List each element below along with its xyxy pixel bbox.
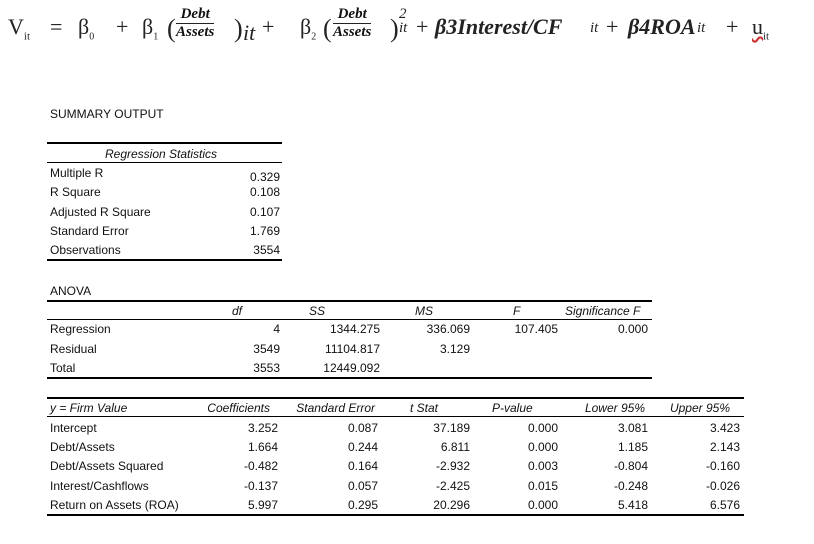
coef-upper-95: 3.423: [709, 421, 740, 435]
anova-significance: 0.000: [617, 322, 648, 336]
coef-t-stat: 20.296: [433, 498, 470, 512]
table-rule: [47, 377, 652, 379]
table-rule: [47, 300, 652, 302]
table-rule: [47, 416, 744, 417]
stat-value: 0.107: [249, 205, 280, 219]
anova-header-significance: Significance F: [565, 304, 641, 318]
eq-it: it: [243, 20, 256, 45]
anova-header-ms: MS: [415, 304, 433, 318]
anova-header-f: F: [513, 304, 521, 318]
coef-row-label: Interest/Cashflows: [50, 479, 149, 493]
coef-header-coefficients: Coefficients: [207, 401, 270, 415]
anova-df: 3549: [253, 342, 280, 356]
stat-label: Adjusted R Square: [50, 205, 151, 219]
coef-lower-95: -0.804: [613, 459, 648, 473]
stat-label: Standard Error: [50, 224, 129, 238]
anova-header-df: df: [231, 304, 242, 318]
regression-statistics-header: Regression Statistics: [105, 147, 218, 161]
coef-header-lower-95: Lower 95%: [584, 401, 645, 415]
coef-p-value: 0.015: [527, 479, 558, 493]
eq-plus: +: [606, 14, 619, 39]
coef-std-error: 0.295: [347, 498, 378, 512]
anova-ss: 11104.817: [325, 342, 380, 356]
table-rule: [47, 514, 744, 516]
eq-fraction-debt-assets-squared: Debt Assets: [333, 6, 372, 40]
anova-f: 107.405: [514, 322, 558, 336]
eq-it: it: [399, 20, 408, 36]
table-rule: [47, 142, 282, 144]
coef-upper-95: 2.143: [709, 440, 740, 454]
anova-title: ANOVA: [50, 284, 92, 298]
anova-ms: 3.129: [439, 342, 470, 356]
coef-lower-95: -0.248: [613, 479, 648, 493]
anova-row-label: Total: [50, 361, 76, 375]
eq-interest-term: β3Interest/CF: [435, 14, 563, 39]
summary-title: SUMMARY OUTPUT: [50, 107, 164, 121]
eq-fraction-debt-assets: Debt Assets: [176, 6, 215, 40]
eq-beta2: $\beta_2$: [300, 14, 317, 43]
coef-lower-95: 1.185: [617, 440, 648, 454]
table-rule: [47, 162, 282, 163]
eq-equals: =: [50, 14, 63, 39]
coef-t-stat: -2.932: [435, 459, 470, 473]
anova-ss: 12449.092: [323, 361, 380, 375]
coef-header-p-value: P-value: [492, 401, 533, 415]
eq-square: 2: [399, 6, 407, 22]
coef-row-label: Debt/Assets: [50, 440, 115, 454]
coef-header-label: y = Firm Value: [50, 401, 128, 415]
coef-lower-95: 5.418: [617, 498, 648, 512]
stat-label: R Square: [50, 185, 101, 199]
stat-value: 0.329: [249, 170, 280, 184]
coef-p-value: 0.000: [527, 421, 558, 435]
coef-upper-95: 6.576: [709, 498, 740, 512]
anova-row-label: Residual: [50, 342, 97, 356]
anova-row-label: Regression: [50, 322, 111, 336]
coef-t-stat: 6.811: [440, 440, 470, 454]
coef-value: 1.664: [247, 440, 278, 454]
table-rule: [47, 259, 282, 261]
anova-ss: 1344.275: [329, 322, 380, 336]
coef-upper-95: -0.026: [705, 479, 740, 493]
coef-p-value: 0.000: [527, 498, 558, 512]
coef-row-label: Return on Assets (ROA): [50, 498, 179, 512]
table-rule: [47, 319, 652, 320]
eq-lhs: $V_{it}$: [8, 14, 31, 43]
anova-df: 4: [273, 322, 280, 336]
coef-p-value: 0.000: [527, 440, 558, 454]
coef-std-error: 0.244: [347, 440, 378, 454]
eq-it: it: [590, 20, 599, 36]
eq-paren: (: [167, 14, 176, 43]
eq-plus: +: [416, 14, 429, 39]
coef-header-upper-95: Upper 95%: [669, 401, 730, 415]
stat-label: Multiple R: [50, 166, 104, 180]
eq-plus: +: [262, 14, 275, 39]
anova-df: 3553: [253, 361, 280, 375]
coef-header-t-stat: t Stat: [410, 401, 439, 415]
stat-value: 3554: [253, 243, 280, 257]
coef-std-error: 0.087: [347, 421, 378, 435]
coef-header-std-error: Standard Error: [296, 401, 375, 415]
coef-lower-95: 3.081: [617, 421, 648, 435]
coef-value: -0.137: [243, 479, 278, 493]
eq-roa-term: β4ROA: [628, 14, 696, 39]
coef-value: 5.997: [247, 498, 278, 512]
coef-p-value: 0.003: [527, 459, 558, 473]
coef-std-error: 0.164: [347, 459, 378, 473]
stat-value: 1.769: [249, 224, 280, 238]
eq-error-term: $u_{it}$: [752, 14, 770, 43]
eq-plus: +: [116, 14, 129, 39]
table-rule: [47, 397, 744, 399]
stat-value: 0.108: [249, 185, 280, 199]
coef-row-label: Intercept: [50, 421, 97, 435]
coef-value: 3.252: [247, 421, 278, 435]
coef-upper-95: -0.160: [705, 459, 740, 473]
eq-beta0: $\beta_0$: [78, 14, 95, 43]
coef-row-label: Debt/Assets Squared: [50, 459, 164, 473]
coef-value: -0.482: [243, 459, 278, 473]
eq-it: it: [697, 20, 706, 36]
eq-beta1: $\beta_1$: [142, 14, 159, 43]
coef-t-stat: 37.189: [433, 421, 470, 435]
stat-label: Observations: [50, 243, 121, 257]
anova-header-ss: SS: [308, 304, 325, 318]
coef-std-error: 0.057: [347, 479, 378, 493]
anova-ms: 336.069: [426, 322, 470, 336]
coef-t-stat: -2.425: [435, 479, 470, 493]
eq-plus: +: [726, 14, 739, 39]
